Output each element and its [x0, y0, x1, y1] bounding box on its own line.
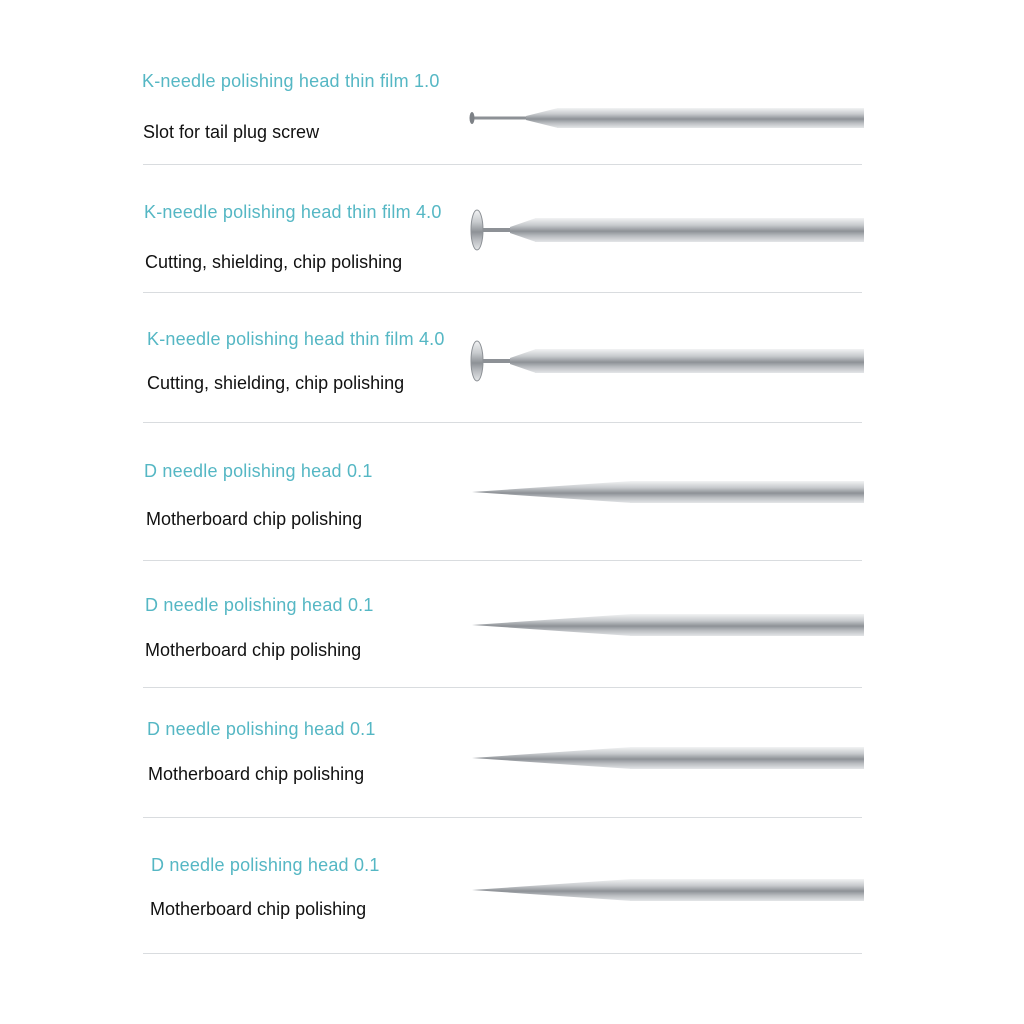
disc-shape: [470, 112, 475, 124]
polishing-head-image: [472, 474, 864, 510]
divider: [143, 687, 862, 688]
item-description: Slot for tail plug screw: [143, 122, 320, 142]
shaft-shape: [535, 218, 864, 242]
shaft-shape: [535, 349, 864, 373]
shaft-taper-shape: [510, 349, 536, 373]
item-title: K-needle polishing head thin film 4.0: [144, 202, 442, 222]
item-title: D needle polishing head 0.1: [151, 855, 380, 875]
divider: [143, 560, 862, 561]
polishing-head-image: [466, 100, 864, 136]
polishing-head-image: [472, 872, 864, 908]
polishing-head-image: [472, 607, 864, 643]
divider: [143, 164, 862, 165]
neck-shape: [472, 117, 532, 120]
item-title: D needle polishing head 0.1: [144, 461, 373, 481]
shaft-shape: [630, 879, 864, 901]
item-description: Motherboard chip polishing: [146, 509, 363, 529]
shaft-shape: [557, 108, 864, 128]
divider: [143, 817, 862, 818]
item-description: Motherboard chip polishing: [145, 640, 362, 660]
polishing-head-image: [472, 740, 864, 776]
shaft-shape: [630, 614, 864, 636]
needle-tip-shape: [472, 481, 632, 503]
item-description: Cutting, shielding, chip polishing: [147, 373, 405, 393]
polishing-head-image: [466, 203, 864, 257]
divider: [143, 422, 862, 423]
item-description: Motherboard chip polishing: [148, 764, 365, 784]
polishing-head-image: [466, 334, 864, 388]
item-description: Cutting, shielding, chip polishing: [145, 252, 403, 272]
shaft-shape: [630, 481, 864, 503]
needle-tip-shape: [472, 747, 632, 769]
divider: [143, 292, 862, 293]
shaft-taper-shape: [510, 218, 536, 242]
item-title: K-needle polishing head thin film 4.0: [147, 329, 445, 349]
divider: [143, 953, 862, 954]
needle-tip-shape: [472, 614, 632, 636]
disc-shape: [471, 210, 483, 250]
item-title: D needle polishing head 0.1: [147, 719, 376, 739]
item-title: K-needle polishing head thin film 1.0: [142, 71, 440, 91]
disc-shape: [471, 341, 483, 381]
shaft-shape: [630, 747, 864, 769]
item-title: D needle polishing head 0.1: [145, 595, 374, 615]
needle-tip-shape: [472, 879, 632, 901]
shaft-taper-shape: [526, 108, 558, 128]
item-description: Motherboard chip polishing: [150, 899, 367, 919]
